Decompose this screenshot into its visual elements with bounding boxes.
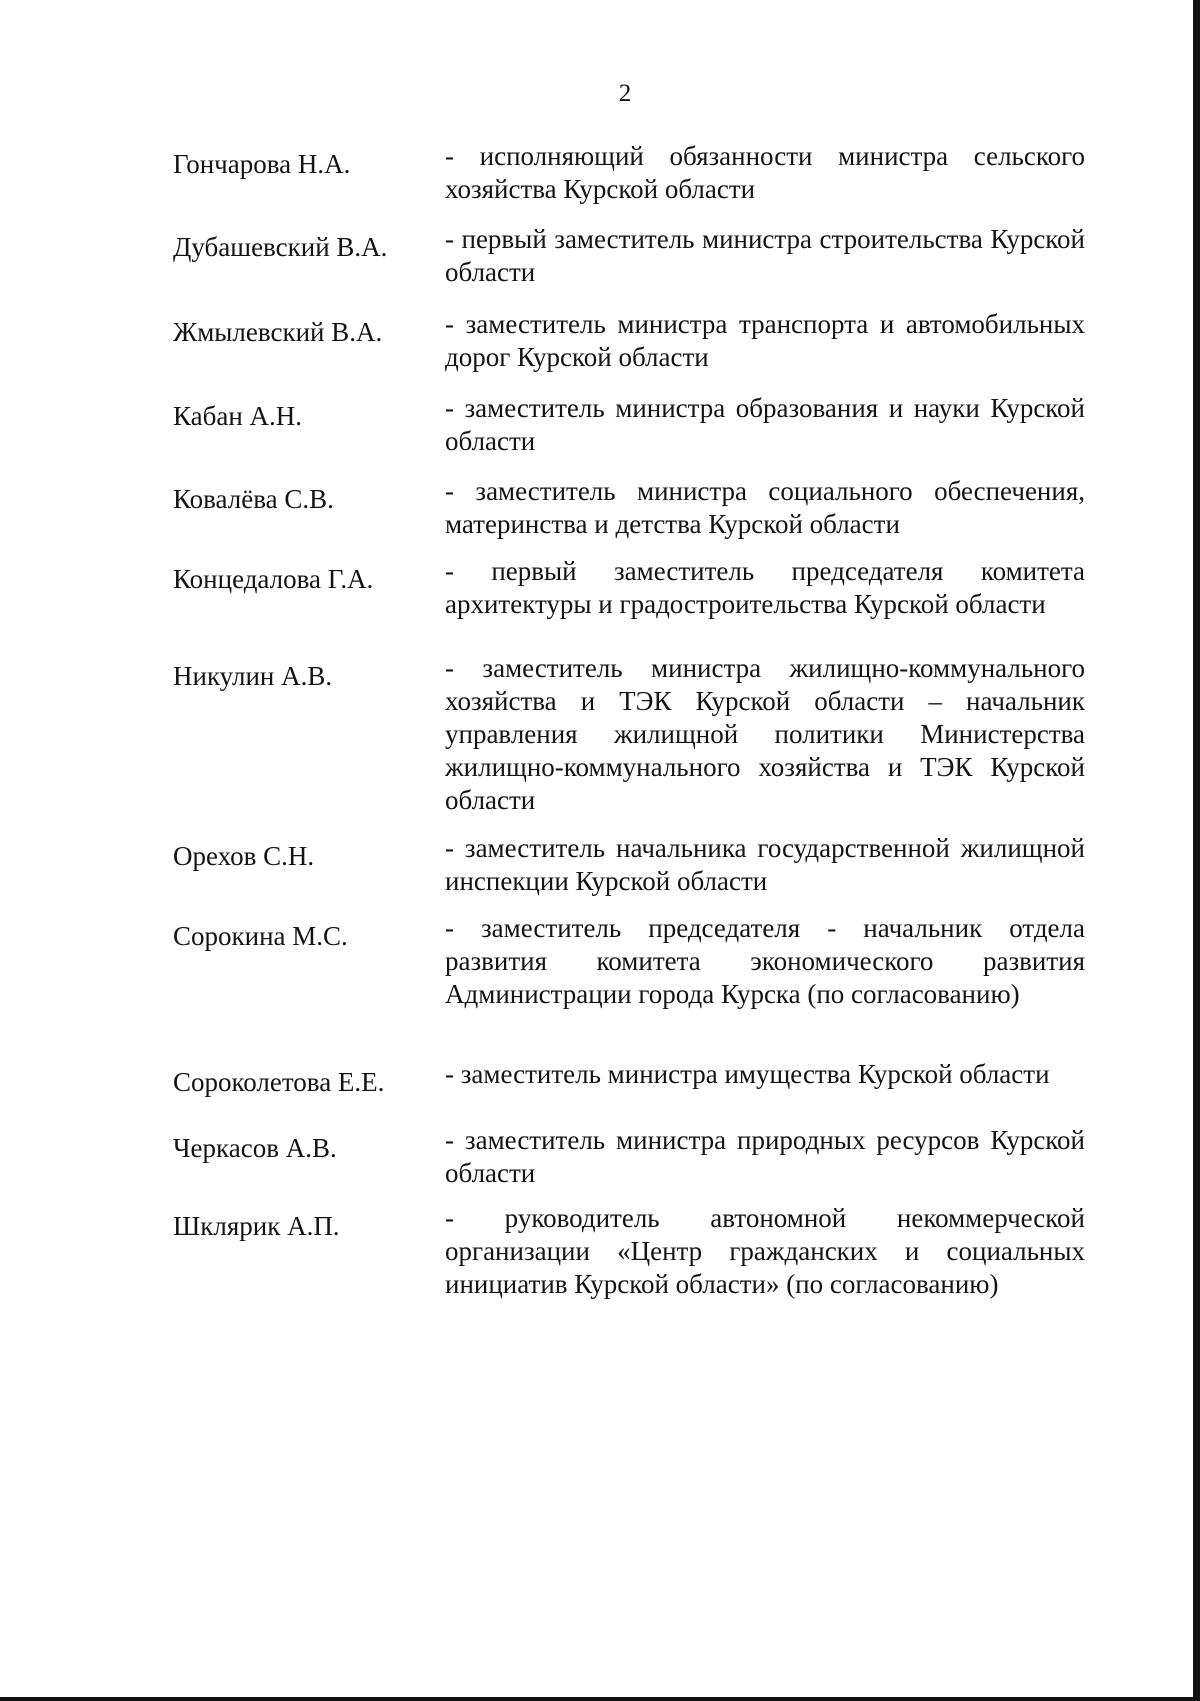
person-name: Жмылевский В.А.	[173, 317, 383, 347]
person-position: - исполняющий обязанности министра сельского хозяйства Курской области	[445, 141, 1085, 204]
person-name: Ковалёва С.В.	[173, 484, 334, 514]
person-name: Дубашевский В.А.	[173, 232, 388, 262]
person-name: Кабан А.Н.	[173, 401, 303, 431]
person-name: Никулин А.В.	[173, 661, 333, 691]
scan-border-bottom	[0, 1697, 1200, 1701]
person-position: - руководитель автономной некоммерческой организации «Центр гражданских и социальных инициатив Курской области» (по согласованию)	[445, 1203, 1085, 1299]
person-position: - заместитель министра транспорта и автомобильных дорог Курской области	[445, 309, 1085, 372]
person-position: - первый заместитель министра строительства Курской области	[445, 224, 1085, 287]
person-position: - заместитель начальника государственной жилищной инспекции Курской области	[445, 833, 1085, 896]
person-position: - заместитель председателя - начальник отдела развития комитета экономического развития Администрации города Курска (по согласованию)	[445, 913, 1085, 1009]
person-name: Концедалова Г.А.	[173, 564, 374, 594]
person-position: - заместитель министра природных ресурсов Курской области	[445, 1125, 1085, 1188]
person-name: Гончарова Н.А.	[173, 149, 351, 179]
person-name: Шклярик А.П.	[173, 1211, 340, 1241]
person-position: - первый заместитель председателя комитета архитектуры и градостроительства Курской области	[445, 556, 1085, 619]
scan-border-right	[1193, 0, 1200, 1701]
person-position: - заместитель министра жилищно-коммунального хозяйства и ТЭК Курской области – начальник управления жилищной политики Министерства жилищно-коммунального хозяйства и ТЭК Курской области	[445, 653, 1085, 815]
page-number: 2	[618, 80, 632, 107]
person-name: Сорокина М.С.	[173, 921, 348, 951]
person-position: - заместитель министра социального обеспечения, материнства и детства Курской области	[445, 476, 1085, 539]
person-name: Сороколетова Е.Е.	[173, 1067, 385, 1097]
person-position: - заместитель министра образования и науки Курской области	[445, 393, 1085, 456]
person-position: - заместитель министра имущества Курской области	[445, 1059, 1050, 1089]
person-name: Орехов С.Н.	[173, 841, 315, 871]
person-name: Черкасов А.В.	[173, 1133, 337, 1163]
